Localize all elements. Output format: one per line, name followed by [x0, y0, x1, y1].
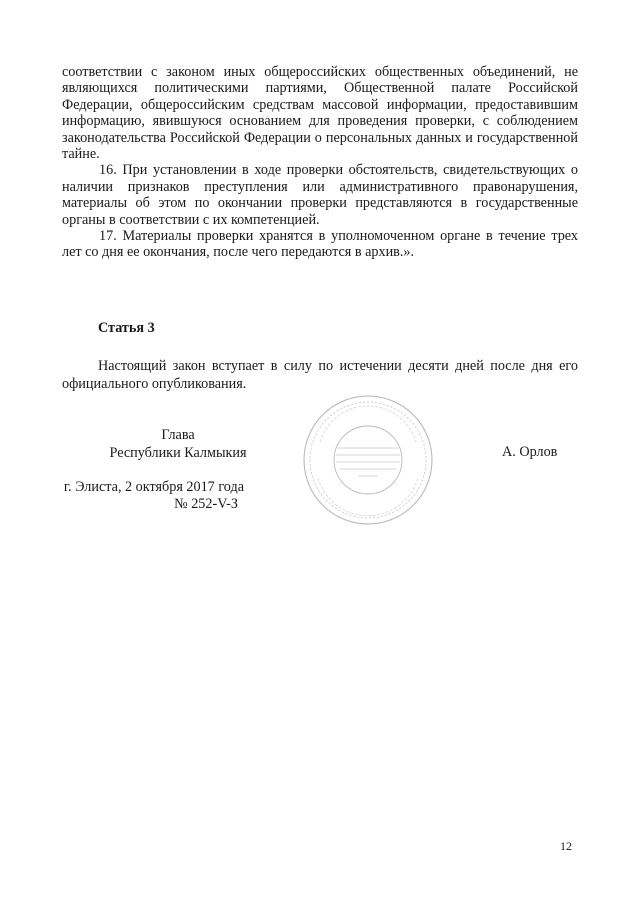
page-number: 12	[560, 839, 572, 853]
paragraph-continued: соответствии с законом иных общероссийских общественных объединений, не являющихся политическими партиями, Общественной палате Российской Федерации, общероссийским средствам массовой информации, предоставившим информацию, явившуюся основанием для проведения проверки, с соблюдением законодательства Российской Федерации о персональных данных и государственной тайне.	[62, 64, 578, 163]
continued-text-block	[62, 64, 578, 261]
article-heading: Статья 3	[98, 320, 155, 336]
signatory-title-line1: Глава	[161, 427, 195, 443]
paragraph-item-17: 17. Материалы проверки хранятся в уполномоченном органе в течение трех лет со дня ее окончания, после чего передаются в архив.».	[62, 228, 578, 261]
signatory-title-line2: Республики Калмыкия	[109, 445, 247, 461]
signatory-title	[62, 426, 294, 462]
article-3-text: Настоящий закон вступает в силу по истечении десяти дней после дня его официального опубликования.	[62, 358, 578, 392]
paragraph-item-16: 16. При установлении в ходе проверки обстоятельств, свидетельствующих о наличии признаков преступления или административного правонарушения, материалы об этом по окончании проверки представляются в государственные органы в соответствии с их компетенцией.	[62, 162, 578, 228]
law-number: № 252-V-З	[174, 496, 238, 512]
signatory-name: А. Орлов	[502, 444, 558, 460]
official-seal-stamp	[300, 392, 436, 528]
place-date: г. Элиста, 2 октября 2017 года	[63, 479, 244, 495]
place-date-block	[60, 479, 244, 513]
